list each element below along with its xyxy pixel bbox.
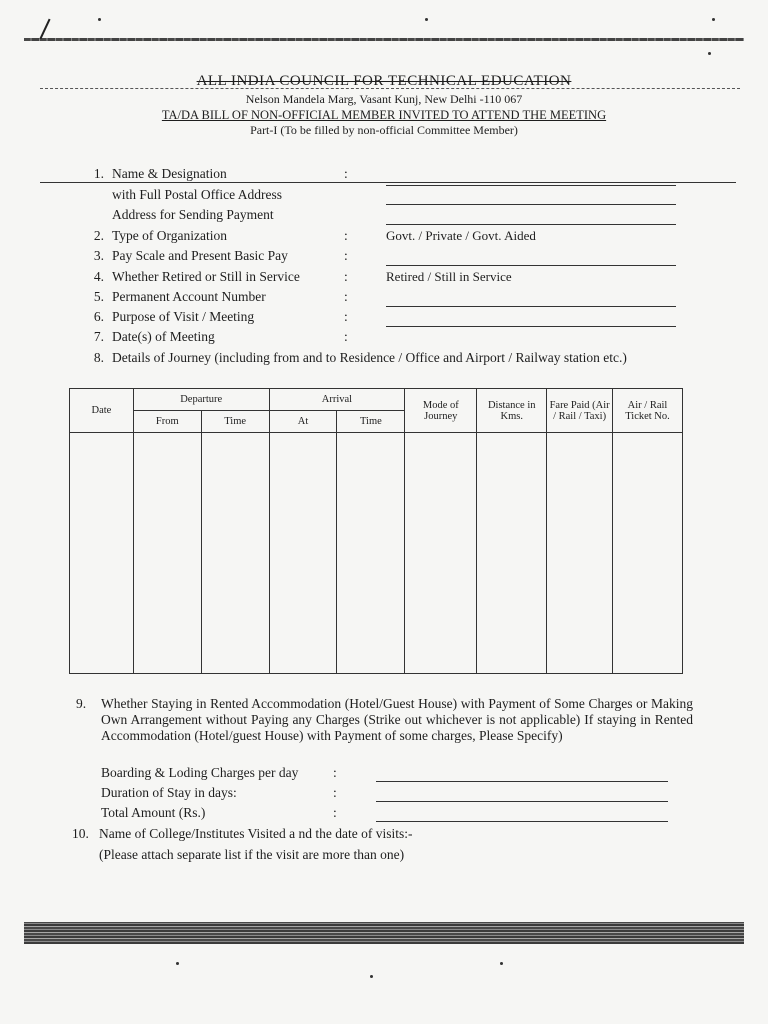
table-cell[interactable] [547, 433, 613, 674]
organization-options[interactable]: Govt. / Private / Govt. Aided [386, 228, 536, 243]
duration-label: Duration of Stay in days: [101, 785, 237, 800]
col-distance: Distance in Kms. [477, 389, 547, 433]
field-number: 3. [93, 248, 104, 263]
org-name: ALL INDIA COUNCIL FOR TECHNICAL EDUCATION [196, 73, 572, 89]
name-blank[interactable] [386, 184, 676, 186]
speck [98, 18, 101, 21]
speck [370, 975, 373, 978]
name-line [40, 182, 736, 183]
table-cell[interactable] [477, 433, 547, 674]
field-number: 6. [93, 309, 104, 324]
payment-address-blank[interactable] [386, 223, 676, 225]
scan-artifact-top [24, 38, 744, 41]
table-header-row [70, 389, 683, 411]
field-colon: : [344, 228, 348, 243]
field-colon: : [344, 289, 348, 304]
org-address: Nelson Mandela Marg, Vasant Kunj, New Delhi -110 067 [245, 92, 523, 106]
boarding-colon: : [333, 765, 337, 780]
journey-table [69, 388, 683, 674]
col-arrival: Arrival [269, 389, 405, 411]
field-colon: : [344, 248, 348, 263]
total-blank[interactable] [376, 821, 668, 822]
col-at: At [269, 411, 337, 433]
section-10-number: 10. [72, 826, 89, 841]
field-label: with Full Postal Office Address [112, 187, 282, 202]
field-label: Permanent Account Number [112, 289, 266, 304]
boarding-blank[interactable] [376, 781, 668, 782]
field-number: 8. [93, 350, 104, 365]
field-colon: : [344, 269, 348, 284]
col-dep-time: Time [201, 411, 269, 433]
field-label: Details of Journey (including from and to Residence / Office and Airport / Railway station etc.) [112, 350, 627, 365]
table-cell[interactable] [70, 433, 134, 674]
scan-artifact-bottom [24, 922, 744, 944]
bill-title: TA/DA BILL OF NON-OFFICIAL MEMBER INVITED TO ATTEND THE MEETING [161, 108, 607, 122]
col-mode: Mode of Journey [405, 389, 477, 433]
field-label: Name & Designation [112, 166, 227, 181]
field-colon: : [344, 329, 348, 344]
table-cell[interactable] [201, 433, 269, 674]
service-options[interactable]: Retired / Still in Service [386, 269, 512, 284]
pay-scale-blank[interactable] [386, 264, 676, 266]
section-9-number: 9. [76, 696, 87, 711]
field-label: Whether Retired or Still in Service [112, 269, 300, 284]
speck [708, 52, 711, 55]
section-10-note: (Please attach separate list if the visit are more than one) [99, 847, 405, 862]
field-label: Date(s) of Meeting [112, 329, 215, 344]
corner-mark [39, 19, 50, 40]
col-date: Date [70, 389, 134, 433]
field-colon: : [344, 166, 348, 181]
field-label: Type of Organization [112, 228, 228, 243]
duration-blank[interactable] [376, 801, 668, 802]
speck [176, 962, 179, 965]
field-number: 5. [93, 289, 104, 304]
table-cell[interactable] [133, 433, 201, 674]
col-arr-time: Time [337, 411, 405, 433]
col-from: From [133, 411, 201, 433]
field-label: Purpose of Visit / Meeting [112, 309, 255, 324]
table-cell[interactable] [405, 433, 477, 674]
postal-address-blank[interactable] [386, 203, 676, 205]
total-colon: : [333, 805, 337, 820]
pan-blank[interactable] [386, 305, 676, 307]
speck [500, 962, 503, 965]
table-cell[interactable] [337, 433, 405, 674]
col-ticket: Air / Rail Ticket No. [613, 389, 683, 433]
table-row[interactable] [70, 433, 683, 674]
table-cell[interactable] [269, 433, 337, 674]
field-label: Pay Scale and Present Basic Pay [112, 248, 288, 263]
speck [712, 18, 715, 21]
field-label: Address for Sending Payment [112, 207, 274, 222]
duration-colon: : [333, 785, 337, 800]
col-fare: Fare Paid (Air / Rail / Taxi) [547, 389, 613, 433]
part-subtitle: Part-I (To be filled by non-official Committee Member) [250, 123, 518, 137]
speck [425, 18, 428, 21]
field-number: 2. [93, 228, 104, 243]
table-cell[interactable] [613, 433, 683, 674]
field-colon: : [344, 309, 348, 324]
purpose-blank[interactable] [386, 325, 676, 327]
field-number: 4. [93, 269, 104, 284]
field-number: 1. [93, 166, 104, 181]
section-10-text: Name of College/Institutes Visited a nd the date of visits:- [99, 826, 413, 841]
section-9-text: Whether Staying in Rented Accommodation (Hotel/Guest House) with Payment of Some Charges or Making Own Arrangement without Paying any Charges (Strike out whichever is not applicable) If staying in Rented Accommodation (Hotel/guest House) with Payment of some charges, Please Specify) [101, 696, 693, 743]
field-number: 7. [93, 329, 104, 344]
col-departure: Departure [133, 389, 269, 411]
total-label: Total Amount (Rs.) [101, 805, 206, 820]
boarding-label: Boarding & Loding Charges per day [101, 765, 299, 780]
